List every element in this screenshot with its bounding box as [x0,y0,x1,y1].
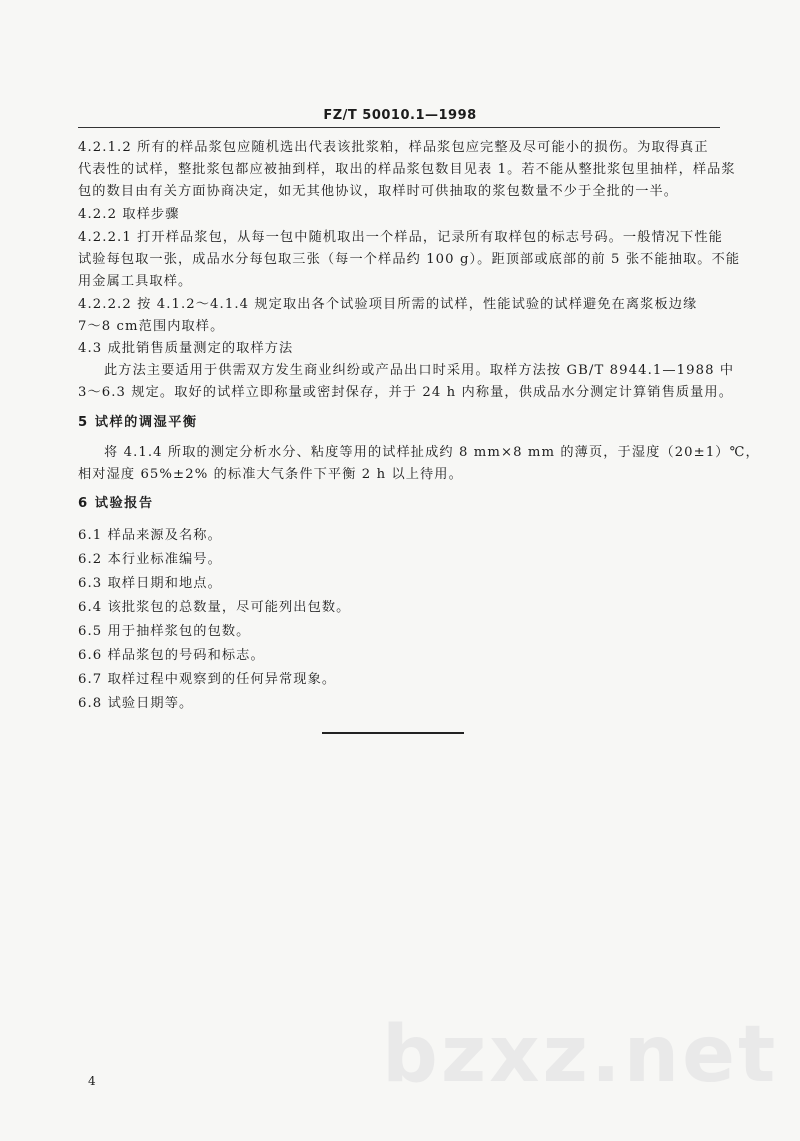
report-item: 6.7 取样过程中观察到的任何异常现象。 [78,672,337,687]
watermark: bzxz.net [382,1010,779,1100]
report-item: 6.2 本行业标准编号。 [78,552,222,567]
clause-4-2-2-1-line-1: 4.2.2.1 打开样品浆包，从每一包中随机取出一个样品，记录所有取样包的标志号码。一般情况下性能 [78,230,723,245]
section-5-line-2: 相对湿度 65%±2% 的标准大气条件下平衡 2 h 以上待用。 [78,467,463,482]
clause-4-2-2-1-line-2: 试验每包取一张，成品水分每包取三张（每一个样品约 100 g）。距顶部或底部的前 5 张不能抽取。不能 [78,252,741,267]
section-5-heading: 5 试样的调湿平衡 [78,415,198,430]
clause-4-2-1-2-line-2: 代表性的试样，整批浆包都应被抽到样，取出的样品浆包数目见表 1。若不能从整批浆包里抽样，样品浆 [78,162,736,177]
clause-4-3-line-1: 此方法主要适用于供需双方发生商业纠纷或产品出口时采用。取样方法按 GB/T 8944.1—1988 中 [104,363,735,378]
report-item: 6.8 试验日期等。 [78,696,194,711]
header-rule [78,127,720,128]
clause-4-2-2-heading: 4.2.2 取样步骤 [78,207,180,222]
clause-4-2-2-1-line-3: 用金属工具取样。 [78,274,193,289]
clause-4-3-line-2: 3～6.3 规定。取好的试样立即称量或密封保存，并于 24 h 内称量，供成品水分测定计算销售质量用。 [78,385,734,400]
clause-4-2-1-2-line-3: 包的数目由有关方面协商决定，如无其他协议，取样时可供抽取的浆包数量不少于全批的一半。 [78,184,679,199]
standard-code: FZ/T 50010.1—1998 [323,108,477,123]
page-number: 4 [88,1074,96,1088]
report-item: 6.4 该批浆包的总数量，尽可能列出包数。 [78,600,351,615]
clause-4-2-2-2-line-1: 4.2.2.2 按 4.1.2～4.1.4 规定取出各个试验项目所需的试样，性能试验的试样避免在离浆板边缘 [78,297,698,312]
section-5-line-1: 将 4.1.4 所取的测定分析水分、粘度等用的试样扯成约 8 mm×8 mm 的薄页，于湿度（20±1）℃， [104,445,760,460]
end-of-standard-rule [322,732,464,734]
report-item: 6.3 取样日期和地点。 [78,576,222,591]
report-item: 6.6 样品浆包的号码和标志。 [78,648,265,663]
report-item: 6.1 样品来源及名称。 [78,528,222,543]
clause-4-2-1-2-line-1: 4.2.1.2 所有的样品浆包应随机选出代表该批浆粕，样品浆包应完整及尽可能小的损伤。为取得真正 [78,140,709,155]
report-item: 6.5 用于抽样浆包的包数。 [78,624,251,639]
clause-4-2-2-2-line-2: 7～8 cm范围内取样。 [78,319,225,334]
clause-4-3-heading: 4.3 成批销售质量测定的取样方法 [78,341,294,356]
section-6-heading: 6 试验报告 [78,496,154,511]
